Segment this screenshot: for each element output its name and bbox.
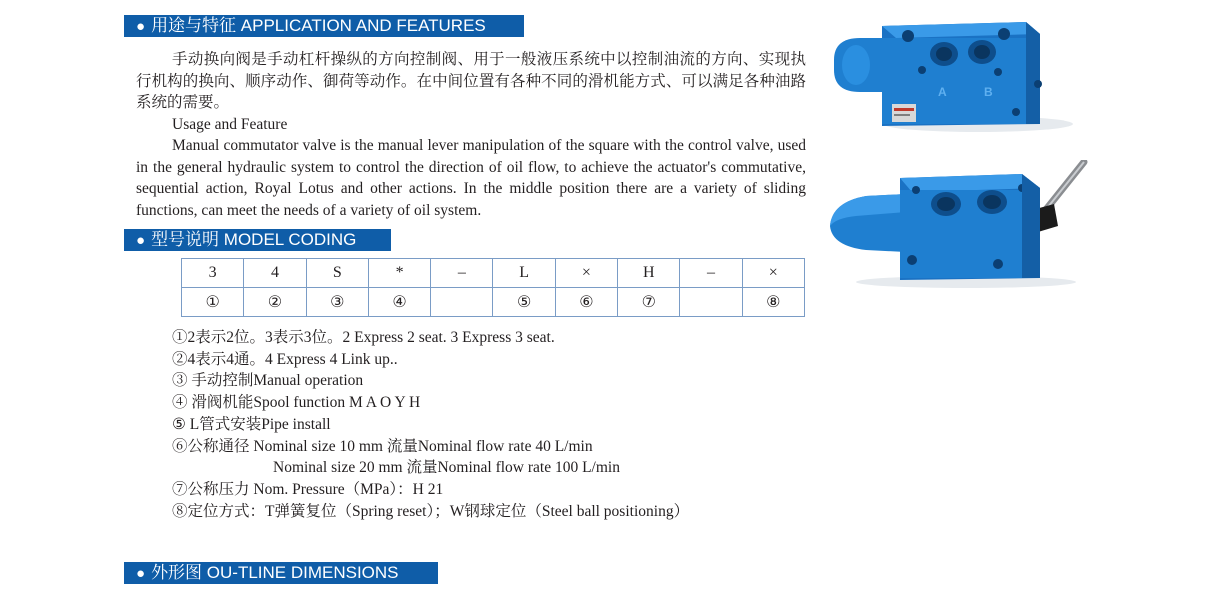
application-text [136, 49, 806, 221]
note-item: ⑥公称通径 Nominal size 10 mm 流量Nominal flow rate 40 L/min [172, 437, 593, 455]
note-item: ⑧定位方式：T弹簧复位（Spring reset）；W钢球定位（Steel ball positioning） [172, 502, 690, 520]
code-cell: × [742, 259, 804, 288]
section-title: 外形图 OU-TLINE DIMENSIONS [151, 563, 399, 582]
bullet-icon: ● [136, 565, 146, 582]
valve-photo-top [826, 12, 1090, 134]
note-item: ⑤ L管式安装Pipe install [172, 415, 331, 433]
code-cell: S [306, 259, 368, 288]
code-cell: * [368, 259, 430, 288]
note-item: ⑦公称压力 Nom. Pressure（MPa）：H 21 [172, 480, 444, 498]
code-cell: 3 [182, 259, 244, 288]
port-a-label: A [938, 85, 947, 99]
index-cell: ③ [306, 288, 368, 317]
note-item: ④ 滑阀机能Spool function M A O Y H [172, 394, 421, 412]
section-header-application [124, 15, 524, 37]
index-cell [680, 288, 742, 317]
valve-bottom-image [826, 160, 1090, 290]
valve-photo-bottom [826, 160, 1090, 290]
section-header-outline [124, 562, 438, 584]
port-b-label: B [984, 85, 993, 99]
index-cell: ⑤ [493, 288, 555, 317]
model-coding-table [181, 258, 805, 317]
note-item: ③ 手动控制Manual operation [172, 372, 364, 390]
section-title: 用途与特征 APPLICATION AND FEATURES [151, 16, 486, 35]
bullet-icon: ● [136, 232, 146, 249]
section-title: 型号说明 MODEL CODING [151, 230, 357, 249]
index-cell: ⑦ [618, 288, 680, 317]
index-row [182, 288, 805, 317]
code-cell: – [680, 259, 742, 288]
index-cell [431, 288, 493, 317]
valve-top-image [826, 12, 1090, 134]
note-item: ①2表示2位。3表示3位。2 Express 2 seat. 3 Express 3 seat. [172, 329, 555, 346]
index-cell: ② [244, 288, 306, 317]
note-item: Nominal size 20 mm 流量Nominal flow rate 100 L/min [273, 459, 620, 477]
coding-notes [172, 327, 689, 522]
code-row [182, 259, 805, 288]
code-cell: 4 [244, 259, 306, 288]
code-cell: H [618, 259, 680, 288]
code-cell: L [493, 259, 555, 288]
index-cell: ① [182, 288, 244, 317]
index-cell: ⑧ [742, 288, 804, 317]
usage-title: Usage and Feature [172, 115, 288, 133]
bullet-icon: ● [136, 18, 146, 35]
index-cell: ⑥ [555, 288, 617, 317]
code-cell: × [555, 259, 617, 288]
note-item: ②4表示4通。4 Express 4 Link up.. [172, 350, 398, 368]
application-en: Manual commutator valve is the manual lever manipulation of the square with the control valve, used in the general hydraulic system to control the direction of oil flow, to achieve the actuator's commutative, sequential action, Royal Lotus and other actions. In the middle position there are a variety of sliding functions, can meet the needs of a variety of oil system. [136, 137, 806, 219]
code-cell: – [431, 259, 493, 288]
application-zh: 手动换向阀是手动杠杆操纵的方向控制阀、用于一般液压系统中以控制油流的方向、实现执行机构的换向、顺序动作、御荷等动作。在中间位置有各种不同的滑机能方式、可以满足各种油路系统的需要。 [136, 51, 806, 111]
section-header-model [124, 229, 391, 251]
index-cell: ④ [368, 288, 430, 317]
